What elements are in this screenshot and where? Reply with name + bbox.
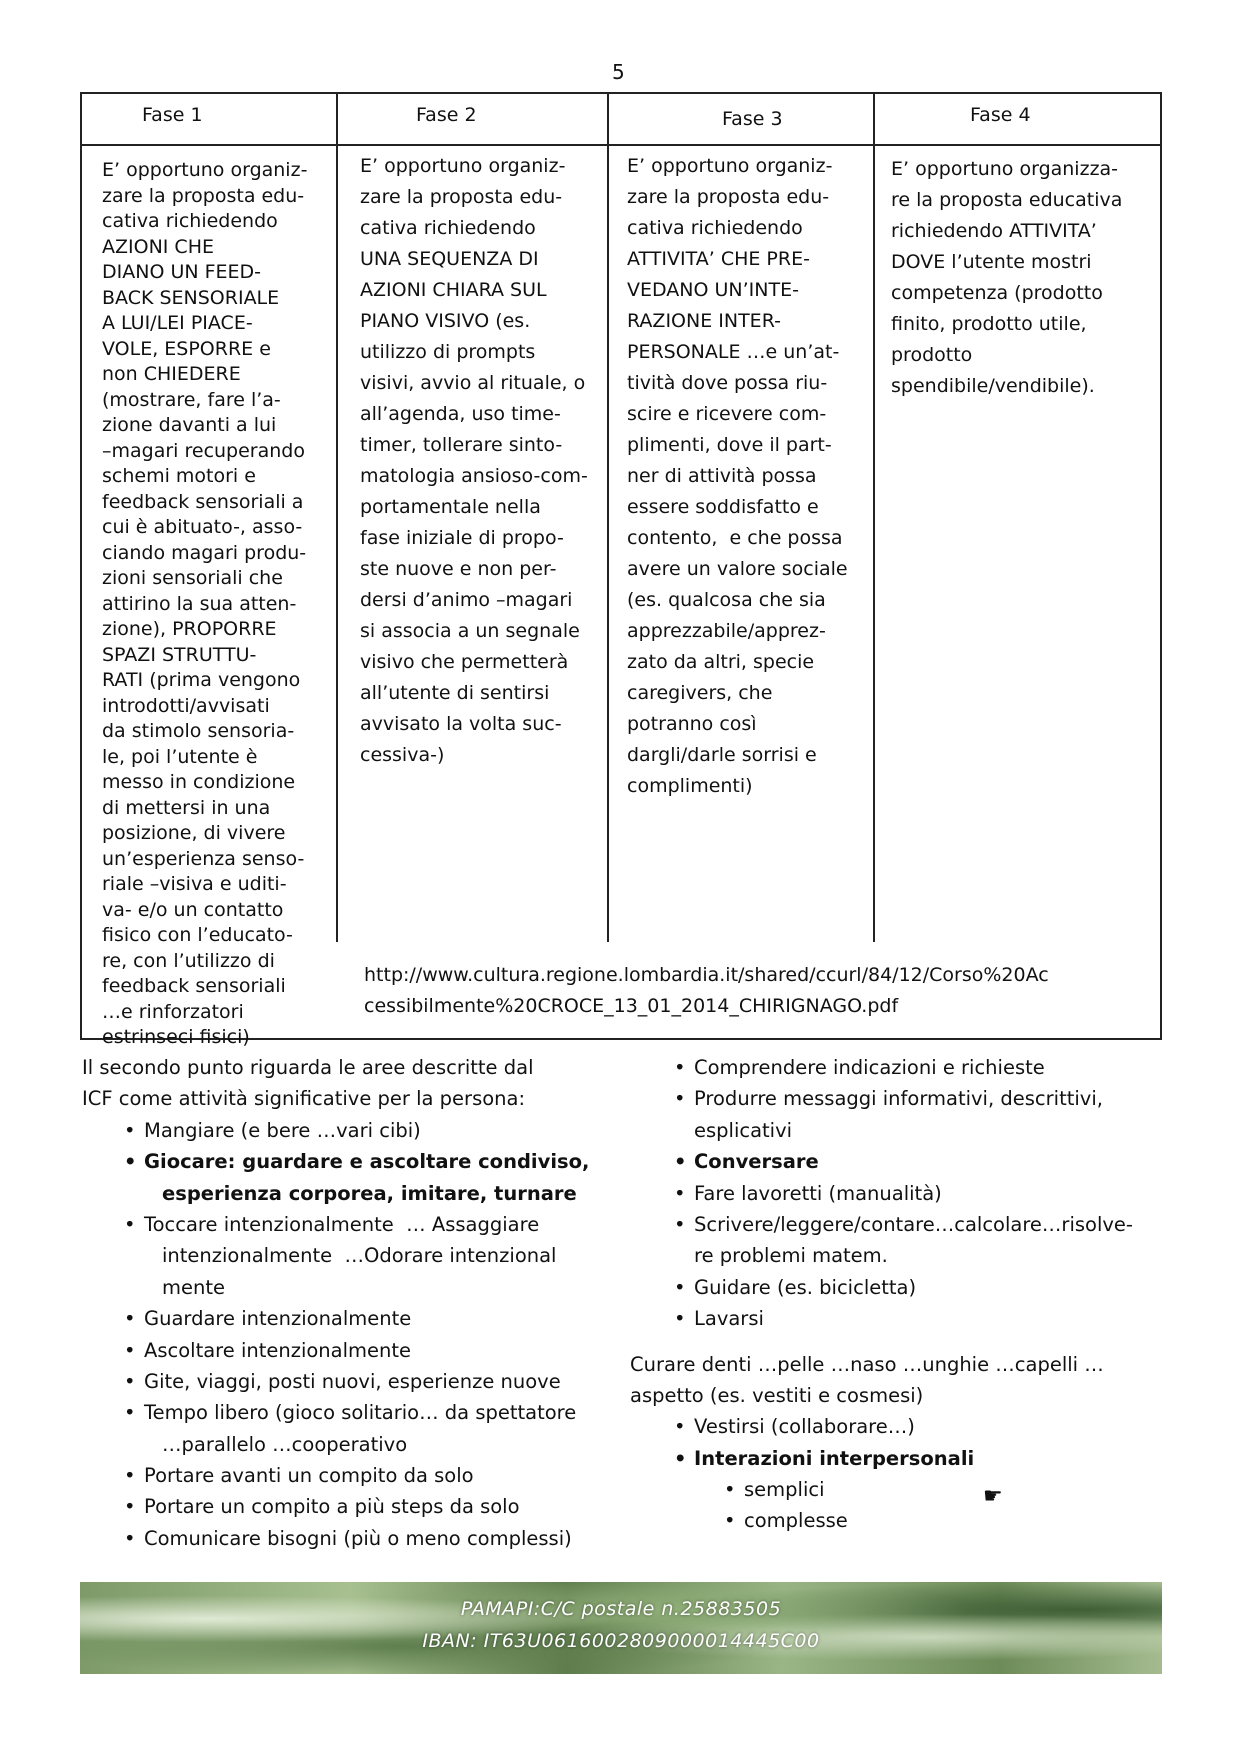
bullet-icon: • [674,1212,686,1236]
cell-fase-1: E’ opportuno organiz- zare la proposta edu- cativa richiedendo AZIONI CHE DIANO UN FEED- BACK SENSORIALE A LUI/LEI PIACE- VOLE, ESPORRE e non CHIEDERE (mostrare, fare l’a- zione davanti a lui –magari recuperando schemi motori e feedback sensoriali a cui è abituato-, asso- ciando magari produ- zioni sensoriali che attirino la sua atten- zione), PROPORRE SPAZI STRUTTU- RATI (prima vengono introdotti/avvisati da stimolo sensoria- le, poi l’utente è messo in condizione di mettersi in una posizione, di vivere un’esperienza senso- riale –visiva e uditi- va- e/o un contatto fisico con l’educato- re, con l’utilizzo di feedback sensoriali …e rinforzatori estrinseci fisici) [102,159,308,1048]
list-item: • Portare un compito a più steps da solo [82,1491,642,1522]
list-item: • Gite, viaggi, posti nuovi, esperienze nuove [82,1366,642,1397]
list-item: • Fare lavoretti (manualità) [668,1178,1188,1209]
list-item: • Tempo libero (gioco solitario… da spettatore [82,1397,642,1428]
list-item: • Scrivere/leggere/contare…calcolare…risolve- [668,1209,1188,1240]
phases-table [80,92,1162,1048]
list-item: • Interazioni interpersonali [668,1443,1188,1474]
right-column [630,1052,1188,1537]
bullet-icon: • [124,1401,136,1425]
list-item: • Conversare [668,1146,1188,1177]
bullet-icon: • [724,1478,736,1502]
list-item-continuation: …parallelo …cooperativo [162,1432,408,1456]
sub-list-item: • semplici [668,1474,1188,1505]
left-column [82,1052,642,1554]
column-divider [607,94,609,942]
list-item-continuation: re problemi matem. [694,1244,888,1268]
bullet-icon: • [124,1150,137,1174]
bullet-icon: • [124,1212,136,1236]
list-item: • Toccare intenzionalmente … Assaggiare [82,1209,642,1240]
bullet-icon: • [124,1307,136,1331]
bullet-icon: • [674,1446,687,1470]
bullet-icon: • [124,1118,136,1142]
bullet-icon: • [724,1509,736,1533]
list-item: • Vestirsi (collaborare…) [668,1411,1188,1442]
intro-text: Il secondo punto riguarda le aree descritte dal [82,1056,534,1079]
list-item: • Portare avanti un compito da solo [82,1460,642,1491]
pointing-hand-icon: ☛ [983,1484,1003,1509]
column-divider [336,94,338,942]
paragraph-text: aspetto (es. vestiti e cosmesi) [630,1383,924,1407]
list-item: • Produrre messaggi informativi, descrittivi, [668,1083,1188,1114]
list-item: • Comunicare bisogni (più o meno complessi) [82,1523,642,1554]
list-item-continuation: esplicativi [694,1118,793,1142]
list-item-continuation: mente [162,1275,225,1299]
bullet-icon: • [124,1369,136,1393]
bullet-icon: • [674,1087,686,1111]
spacer [668,1335,1188,1349]
bullet-icon: • [674,1056,686,1079]
list-item: • Ascoltare intenzionalmente [82,1335,642,1366]
bullet-icon: • [124,1464,136,1488]
sub-list-item: • complesse [668,1505,1188,1536]
list-item-continuation: esperienza corporea, imitare, turnare [162,1181,577,1205]
cell-fase-2: E’ opportuno organiz- zare la proposta edu- cativa richiedendo UNA SEQUENZA DI AZIONI CHIARA SUL PIANO VISIVO (es. utilizzo di prompts visivi, avvio al rituale, o all’agenda, uso time- timer, tollerare sinto- matologia ansioso-com- portamentale nella fase iniziale di propo- ste nuove e non per- dersi d’animo –magari si associa a un segnale visivo che permetterà all’utente di sentirsi avvisato la volta suc- cessiva-) [360,155,588,766]
cell-fase-4: E’ opportuno organizza- re la proposta educativa richiedendo ATTIVITA’ DOVE l’utente mostri competenza (prodotto finito, prodotto utile, prodotto spendibile/vendibile). [891,158,1123,397]
list-item: • Guardare intenzionalmente [82,1303,642,1334]
header-fase-2: Fase 2 [416,104,477,126]
bullet-icon: • [124,1495,136,1519]
column-divider [873,94,875,942]
page-number: 5 [612,60,625,84]
bullet-icon: • [674,1150,687,1174]
header-fase-3: Fase 3 [722,108,783,130]
paragraph-text: Curare denti …pelle …naso …unghie …capelli … [630,1352,1104,1376]
source-url[interactable]: http://www.cultura.regione.lombardia.it/shared/ccurl/84/12/Corso%20Ac cessibilmente%20CROCE_13_01_2014_CHIRIGNAGO.pdf [364,964,1049,1017]
list-item: • Giocare: guardare e ascoltare condiviso, [82,1146,642,1177]
cell-fase-3: E’ opportuno organiz- zare la proposta edu- cativa richiedendo ATTIVITA’ CHE PRE- VEDANO UN’INTE- RAZIONE INTER- PERSONALE …e un’at- tività dove possa riu- scire e ricevere com- plimenti, dove il part- ner di attività possa essere soddisfatto e contento, e che possa avere un valore sociale (es. qualcosa che sia apprezzabile/apprez- zato da altri, specie caregivers, che potranno così dargli/darle sorrisi e complimenti) [627,155,848,797]
footer-postal-account: PAMAPI:C/C postale n.25883505 [460,1598,782,1620]
table-header-divider [82,144,1160,146]
header-fase-4: Fase 4 [970,104,1031,126]
bullet-icon: • [674,1181,686,1205]
bullet-icon: • [124,1526,136,1550]
footer-iban: IBAN: IT63U0616002809000014445C00 [422,1630,820,1652]
bullet-icon: • [674,1275,686,1299]
header-fase-1: Fase 1 [142,104,203,126]
list-item-continuation: intenzionalmente …Odorare intenzional [162,1244,557,1268]
footer-banner [80,1582,1162,1674]
bullet-icon: • [124,1338,136,1362]
list-item: • Lavarsi [668,1303,1188,1334]
list-item: • Mangiare (e bere …vari cibi) [82,1115,642,1146]
list-item: • Comprendere indicazioni e richieste [668,1052,1188,1083]
bullet-icon: • [674,1415,686,1439]
bullet-icon: • [674,1307,686,1331]
intro-text: ICF come attività significative per la persona: [82,1087,526,1111]
list-item: • Guidare (es. bicicletta) [668,1272,1188,1303]
